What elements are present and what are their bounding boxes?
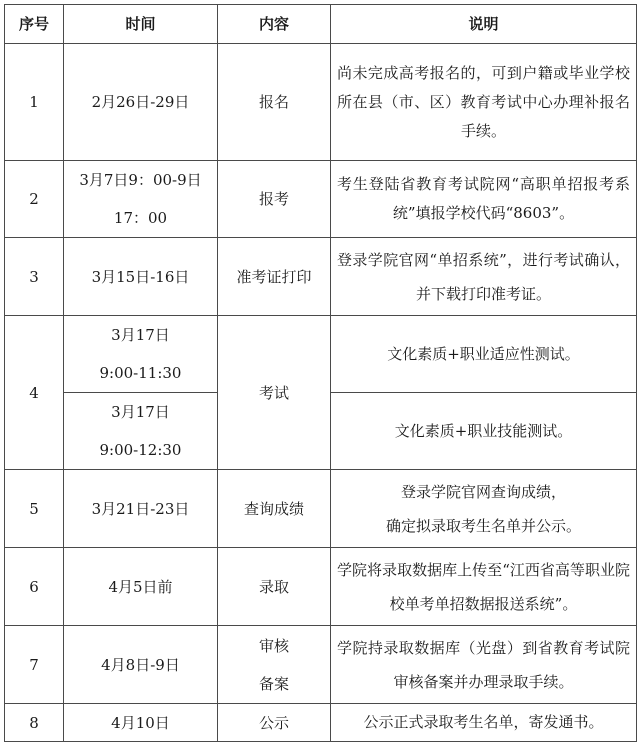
row-no: 4: [5, 316, 64, 470]
header-no: 序号: [5, 5, 64, 44]
row-content: 公示: [218, 704, 331, 742]
row-desc: 学院将录取数据库上传至“江西省高等职业院校单考单招数据报送系统”。: [331, 548, 637, 626]
row-desc: 文化素质+职业技能测试。: [331, 393, 637, 470]
row-time: 4月8日-9日: [64, 626, 218, 704]
desc-line: 登录学院官网查询成绩，: [400, 482, 566, 501]
header-content: 内容: [218, 5, 331, 44]
exam-hours: 9:00-11:30: [99, 364, 182, 382]
table-header-row: [5, 5, 637, 44]
row-content: 考试: [218, 316, 331, 470]
exam-date: 3月17日: [111, 326, 170, 344]
exam-hours: 9:00-12:30: [99, 441, 182, 459]
row-time: [64, 316, 218, 393]
row-no: 6: [5, 548, 64, 626]
row-desc: 文化素质+职业适应性测试。: [331, 316, 637, 393]
table-row: [5, 44, 637, 161]
row-time: 2月26日-29日: [64, 44, 218, 161]
row-desc: 学院持录取数据库（光盘）到省教育考试院审核备案并办理录取手续。: [331, 626, 637, 704]
row-desc: 考生登陆省教育考试院网“高职单招报考系统”填报学校代码“8603”。: [331, 161, 637, 238]
row-content: 报考: [218, 161, 331, 238]
row-content: 报名: [218, 44, 331, 161]
content-line: 备案: [258, 674, 289, 693]
table-row: [5, 704, 637, 742]
row-time: 3月7日9：00-9日17：00: [64, 161, 218, 238]
desc-line: 确定拟录取考生名单并公示。: [385, 516, 581, 535]
table-row: [5, 548, 637, 626]
header-desc: 说明: [331, 5, 637, 44]
content-line: 审核: [258, 636, 289, 655]
row-time: [64, 393, 218, 470]
row-time: 4月5日前: [64, 548, 218, 626]
row-content: 准考证打印: [218, 238, 331, 316]
row-content: [218, 626, 331, 704]
row-content: 录取: [218, 548, 331, 626]
header-time: 时间: [64, 5, 218, 44]
table-row: [5, 316, 637, 393]
row-no: 2: [5, 161, 64, 238]
table-row: [5, 161, 637, 238]
row-time: 4月10日: [64, 704, 218, 742]
row-desc: [331, 470, 637, 548]
row-no: 3: [5, 238, 64, 316]
exam-date: 3月17日: [111, 403, 170, 421]
row-no: 7: [5, 626, 64, 704]
row-desc: 尚未完成高考报名的，可到户籍或毕业学校所在县（市、区）教育考试中心办理补报名手续。: [331, 44, 637, 161]
row-content: 查询成绩: [218, 470, 331, 548]
table-row: [5, 470, 637, 548]
schedule-table: [4, 4, 637, 742]
row-no: 5: [5, 470, 64, 548]
row-time: 3月21日-23日: [64, 470, 218, 548]
row-no: 8: [5, 704, 64, 742]
row-no: 1: [5, 44, 64, 161]
row-time: 3月15日-16日: [64, 238, 218, 316]
table-row: [5, 626, 637, 704]
table-row: [5, 238, 637, 316]
row-desc: 公示正式录取考生名单，寄发通书。: [331, 704, 637, 742]
row-desc: 登录学院官网“单招系统”，进行考试确认，并下载打印准考证。: [331, 238, 637, 316]
